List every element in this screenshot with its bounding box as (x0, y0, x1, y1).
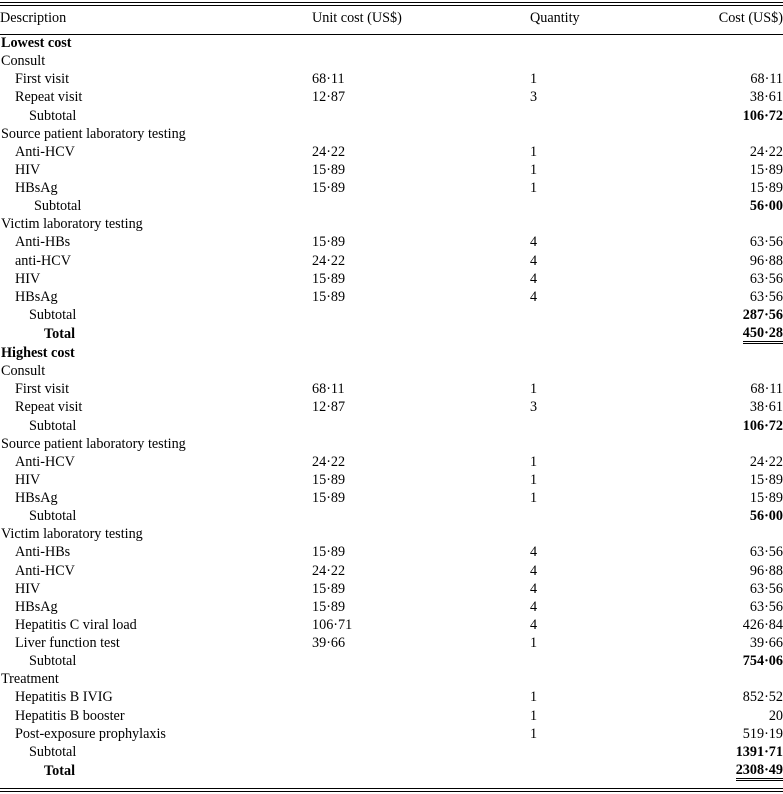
row-quantity (530, 743, 712, 761)
table-row-section (0, 34, 783, 52)
table-row-item (0, 616, 783, 634)
table-row-item (0, 688, 783, 706)
table-row-item (0, 543, 783, 561)
row-cost: 15·89 (749, 161, 783, 178)
row-cost: 39·66 (749, 635, 783, 652)
row-unit-cost: 15·89 (312, 270, 346, 287)
row-cost (712, 435, 783, 453)
row-cost: 63·56 (749, 598, 783, 615)
row-unit-cost: 15·89 (312, 544, 346, 561)
row-unit-cost: 15·89 (312, 234, 346, 251)
row-cost (712, 52, 783, 70)
row-quantity: 1 (530, 725, 538, 742)
row-cost: 20 (768, 707, 783, 724)
table-row-group (0, 435, 783, 453)
row-description: Anti-HBs (15, 234, 71, 251)
row-cost: 106·72 (742, 417, 783, 434)
table-row-item (0, 634, 783, 652)
row-cost (712, 215, 783, 233)
top-rule-outer (0, 2, 783, 3)
row-description: HBsAg (15, 598, 58, 615)
top-rule-inner (0, 5, 783, 6)
row-description: Post-exposure prophylaxis (15, 725, 166, 742)
row-cost (712, 324, 783, 344)
row-unit-cost (312, 344, 530, 362)
table-row-item (0, 562, 783, 580)
row-description: Repeat visit (15, 399, 83, 416)
table-header (0, 9, 783, 34)
row-cost: 96·88 (749, 562, 783, 579)
row-unit-cost (312, 52, 530, 70)
row-unit-cost: 24·22 (312, 453, 346, 470)
row-quantity (530, 197, 712, 215)
row-cost: 63·56 (749, 544, 783, 561)
row-quantity: 1 (530, 71, 538, 88)
row-quantity (530, 362, 712, 380)
row-unit-cost (312, 306, 530, 324)
row-cost (712, 525, 783, 543)
row-cost: 38·61 (749, 89, 783, 106)
row-description: HBsAg (15, 288, 58, 305)
row-description: Subtotal (34, 198, 82, 215)
row-cost: 1391·71 (735, 743, 783, 760)
row-description: HIV (15, 471, 41, 488)
row-unit-cost: 15·89 (312, 180, 346, 197)
row-unit-cost: 15·89 (312, 288, 346, 305)
row-description: HBsAg (15, 490, 58, 507)
table-row-item (0, 725, 783, 743)
row-quantity (530, 670, 712, 688)
row-description: Hepatitis C viral load (15, 616, 137, 633)
row-unit-cost (312, 670, 530, 688)
row-unit-cost (312, 417, 530, 435)
row-cost: 63·56 (749, 234, 783, 251)
row-cost: 68·11 (750, 381, 783, 398)
row-quantity (530, 652, 712, 670)
row-cost: 68·11 (750, 71, 783, 88)
table-row-section (0, 344, 783, 362)
bottom-rule-inner (0, 788, 783, 789)
row-description: Highest cost (1, 345, 75, 362)
row-cost: 96·88 (749, 252, 783, 269)
row-cost: 56·00 (749, 198, 783, 215)
row-description: Source patient laboratory testing (1, 125, 186, 142)
row-description: Lowest cost (1, 35, 72, 52)
table-row-group (0, 525, 783, 543)
row-quantity: 4 (530, 598, 538, 615)
row-cost (712, 344, 783, 362)
row-unit-cost: 106·71 (312, 616, 353, 633)
row-quantity (530, 507, 712, 525)
row-cost (712, 125, 783, 143)
row-quantity (530, 52, 712, 70)
row-quantity: 1 (530, 453, 538, 470)
row-quantity: 4 (530, 234, 538, 251)
row-description: Anti-HCV (15, 562, 75, 579)
table-row-item (0, 471, 783, 489)
table-row-group (0, 670, 783, 688)
row-description: First visit (15, 381, 70, 398)
row-unit-cost: 15·89 (312, 471, 346, 488)
row-unit-cost: 15·89 (312, 580, 346, 597)
row-description: HIV (15, 580, 41, 597)
row-unit-cost (312, 324, 530, 344)
table-row-subtotal (0, 107, 783, 125)
row-description: Hepatitis B booster (15, 707, 125, 724)
row-unit-cost (312, 197, 530, 215)
row-unit-cost: 24·22 (312, 143, 346, 160)
row-cost: 15·89 (749, 490, 783, 507)
row-unit-cost (312, 525, 530, 543)
row-description: Subtotal (29, 653, 77, 670)
row-description: HBsAg (15, 180, 58, 197)
row-cost: 24·22 (749, 453, 783, 470)
table-row-item (0, 252, 783, 270)
row-description: Anti-HBs (15, 544, 71, 561)
row-unit-cost (312, 507, 530, 525)
header-description: Description (0, 10, 67, 26)
row-unit-cost: 12·87 (312, 399, 346, 416)
table-row-item (0, 598, 783, 616)
table-row-item (0, 453, 783, 471)
table-row-item (0, 161, 783, 179)
row-unit-cost: 24·22 (312, 562, 346, 579)
row-unit-cost: 39·66 (312, 635, 346, 652)
row-description: Source patient laboratory testing (1, 435, 186, 452)
bottom-rule-outer (0, 791, 783, 792)
row-quantity (530, 215, 712, 233)
table-row-item (0, 88, 783, 106)
row-quantity: 3 (530, 89, 538, 106)
cost-table (0, 9, 783, 781)
row-cost: 426·84 (742, 616, 783, 633)
row-description: anti-HCV (15, 252, 71, 269)
row-description: First visit (15, 71, 70, 88)
table-row-item (0, 398, 783, 416)
table-row-subtotal (0, 743, 783, 761)
row-unit-cost: 15·89 (312, 598, 346, 615)
row-quantity (530, 125, 712, 143)
table-row-subtotal (0, 652, 783, 670)
total-cost-value: 2308·49 (736, 763, 783, 781)
row-cost (712, 34, 783, 52)
row-quantity: 4 (530, 616, 538, 633)
table-row-item (0, 143, 783, 161)
row-quantity: 4 (530, 288, 538, 305)
header-unit-cost: Unit cost (US$) (312, 10, 402, 26)
row-description: Hepatitis B IVIG (15, 689, 113, 706)
row-quantity: 1 (530, 161, 538, 178)
row-quantity: 1 (530, 707, 538, 724)
table-row-item (0, 580, 783, 598)
table-row-group (0, 125, 783, 143)
table-row-item (0, 489, 783, 507)
table-row-item (0, 380, 783, 398)
row-quantity (530, 761, 712, 781)
row-quantity (530, 324, 712, 344)
header-row (0, 9, 783, 34)
table-row-total (0, 324, 783, 344)
row-unit-cost (312, 435, 530, 453)
table-row-group (0, 215, 783, 233)
row-description: Liver function test (15, 635, 120, 652)
row-cost: 56·00 (749, 508, 783, 525)
row-description: Subtotal (29, 306, 77, 323)
row-description: Victim laboratory testing (1, 526, 143, 543)
row-description: Anti-HCV (15, 453, 75, 470)
row-description: Victim laboratory testing (1, 216, 143, 233)
row-cost: 38·61 (749, 399, 783, 416)
row-cost: 754·06 (742, 653, 783, 670)
row-description: Repeat visit (15, 89, 83, 106)
row-quantity (530, 435, 712, 453)
total-cost-value: 450·28 (743, 326, 783, 344)
row-quantity: 1 (530, 490, 538, 507)
row-description: Treatment (1, 671, 59, 688)
table-row-item (0, 288, 783, 306)
row-cost: 63·56 (749, 580, 783, 597)
row-unit-cost (312, 761, 530, 781)
row-description: HIV (15, 161, 41, 178)
row-unit-cost: 15·89 (312, 490, 346, 507)
row-unit-cost (312, 707, 530, 725)
row-description: HIV (15, 270, 41, 287)
table-row-subtotal (0, 507, 783, 525)
row-unit-cost (312, 725, 530, 743)
row-unit-cost (312, 34, 530, 52)
row-cost: 15·89 (749, 180, 783, 197)
row-quantity (530, 306, 712, 324)
row-description: Consult (1, 363, 46, 380)
table-row-subtotal2 (0, 197, 783, 215)
row-quantity: 1 (530, 471, 538, 488)
row-quantity: 4 (530, 562, 538, 579)
row-quantity: 1 (530, 689, 538, 706)
row-quantity: 1 (530, 143, 538, 160)
row-description: Total (44, 326, 76, 342)
row-quantity (530, 525, 712, 543)
row-quantity: 4 (530, 580, 538, 597)
row-unit-cost (312, 688, 530, 706)
table-row-total (0, 761, 783, 781)
row-unit-cost (312, 743, 530, 761)
row-quantity (530, 344, 712, 362)
row-cost (712, 670, 783, 688)
table-row-subtotal (0, 417, 783, 435)
table-row-item (0, 270, 783, 288)
row-quantity: 4 (530, 252, 538, 269)
row-cost (712, 362, 783, 380)
row-cost: 63·56 (749, 288, 783, 305)
table-row-item (0, 70, 783, 88)
table-body (0, 34, 783, 781)
table-row-group (0, 52, 783, 70)
row-unit-cost (312, 107, 530, 125)
row-unit-cost: 12·87 (312, 89, 346, 106)
row-quantity (530, 34, 712, 52)
row-cost: 15·89 (749, 471, 783, 488)
row-description: Subtotal (29, 743, 77, 760)
row-quantity (530, 417, 712, 435)
row-cost: 519·19 (742, 725, 783, 742)
table-row-group (0, 362, 783, 380)
header-quantity: Quantity (530, 10, 580, 26)
row-quantity: 3 (530, 399, 538, 416)
row-unit-cost: 68·11 (312, 71, 345, 88)
row-cost: 287·56 (742, 306, 783, 323)
row-unit-cost: 68·11 (312, 381, 345, 398)
row-description: Consult (1, 53, 46, 70)
row-description: Anti-HCV (15, 143, 75, 160)
row-description: Total (44, 762, 76, 779)
row-unit-cost: 24·22 (312, 252, 346, 269)
row-unit-cost (312, 652, 530, 670)
row-cost: 852·52 (742, 689, 783, 706)
row-cost: 106·72 (742, 107, 783, 124)
table-row-item (0, 233, 783, 251)
table-row-subtotal (0, 306, 783, 324)
row-quantity: 1 (530, 635, 538, 652)
row-description: Subtotal (29, 417, 77, 434)
table-row-item (0, 707, 783, 725)
row-quantity: 4 (530, 270, 538, 287)
row-cost: 63·56 (749, 270, 783, 287)
row-unit-cost (312, 362, 530, 380)
row-quantity (530, 107, 712, 125)
header-cost: Cost (US$) (718, 10, 783, 26)
row-description: Subtotal (29, 508, 77, 525)
row-unit-cost (312, 215, 530, 233)
row-description: Subtotal (29, 107, 77, 124)
row-cost (712, 761, 783, 781)
row-quantity: 1 (530, 180, 538, 197)
row-unit-cost (312, 125, 530, 143)
row-quantity: 1 (530, 381, 538, 398)
row-quantity: 4 (530, 544, 538, 561)
row-unit-cost: 15·89 (312, 161, 346, 178)
table-row-item (0, 179, 783, 197)
row-cost: 24·22 (749, 143, 783, 160)
